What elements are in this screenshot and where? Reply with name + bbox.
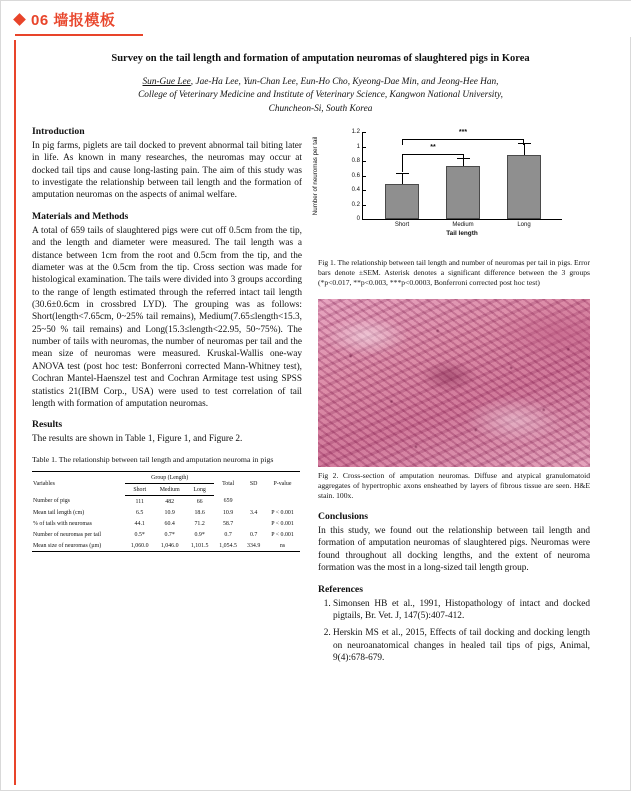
y-tick-1: 0.2	[352, 202, 363, 208]
introduction-text: In pig farms, piglets are tail docked to prevent abnormal tail biting later in life. As known in many researches, the neuromas may occur at docked tail tips and cause long-lasting pain. The aim of this study was to investigate the relationship between tail length and the formation of amputation neuromas on the aspects of animal welfare.	[32, 141, 302, 201]
cell-total: 10.9	[222, 509, 234, 516]
col-header-medium: Medium	[154, 484, 185, 496]
cell-short: 1,060.0	[125, 540, 153, 552]
cell-total: 0.7	[224, 531, 232, 538]
reference-text-1: Simonsen HB et al., 1991, Histopathology of intact and docked pigtails, Br. Vet. J, 147(5):407-412.	[333, 598, 590, 621]
col-header-group: Group (Length)	[125, 472, 213, 484]
cell-variable: Mean tail length (cm)	[33, 509, 85, 516]
cell-medium: 482	[165, 498, 175, 505]
cell-pvalue	[265, 496, 300, 508]
results-table	[32, 471, 300, 552]
cell-variable: Number of pigs	[33, 498, 70, 505]
cell-medium: 0.7*	[164, 531, 175, 538]
affiliation-line-1: College of Veterinary Medicine and Institute of Veterinary Science, Kangwon National University,	[138, 90, 503, 101]
reference-text-2: Herskin MS et al., 2015, Effects of tail docking and docking length on neuroanatomical changes in healed tail tips of pigs, Animal, 9(4):678-679.	[333, 628, 590, 663]
figure-1-caption: Fig 1. The relationship between tail length and number of neuromas per tail in pigs. Error bars denote ±SEM. Asterisk denotes a significant difference between the 3 groups (*p<0.017, **p<0.003, ***p<0.0003, Bonferroni corrected post hoc test)	[318, 258, 590, 288]
section-heading-results: Results	[32, 419, 63, 431]
header-title: 06 墙报模板	[31, 11, 116, 29]
errorbar-short	[402, 174, 403, 184]
cell-short: 111	[135, 498, 144, 505]
cell-variable: % of tails with neuromas	[33, 520, 92, 527]
col-header-variables: Variables	[32, 472, 125, 496]
affiliation-line-2: Chuncheon-Si, South Korea	[268, 103, 373, 114]
table-row	[32, 540, 300, 552]
first-author: Sun-Gue Lee	[142, 76, 191, 87]
cell-short: 6.5	[136, 509, 144, 516]
table-row	[32, 507, 300, 518]
cell-medium: 1,046.0	[154, 540, 185, 552]
figure-2-histology-image	[318, 299, 590, 467]
y-tick-6: 1.2	[352, 129, 363, 135]
table-row	[32, 529, 300, 540]
left-column	[32, 126, 302, 669]
chart-x-axis-label: Tail length	[446, 230, 478, 238]
sig-label-short-medium: **	[430, 144, 436, 152]
cell-long: 1,101.5	[185, 540, 213, 552]
y-tick-3: 0.6	[352, 173, 363, 179]
cell-total: 1,054.5	[214, 540, 242, 552]
reference-item	[333, 627, 590, 664]
conclusions-text: In this study, we found out the relationship between tail length and formation of amputation neuromas of slaughtered pigs. Neuromas were found throughout all docking lengths, and the extent of neuroma formation was the most in a long-sized tail length group.	[318, 526, 590, 574]
poster-content	[14, 40, 619, 785]
cell-pvalue: ns	[265, 540, 300, 552]
y-tick-0: 0	[357, 216, 363, 222]
sig-bracket-tick-right-1	[463, 154, 464, 160]
col-header-total: Total	[214, 472, 242, 496]
figure-2-caption: Fig 2. Cross-section of amputation neuromas. Diffuse and atypical granulomatoid aggregates of hypertrophic axons ensheathed by layers of fibrous tissue are seen. H&E stain. 100x.	[318, 470, 590, 500]
errorbar-long	[524, 144, 525, 155]
cell-pvalue: P < 0.001	[271, 509, 294, 516]
cell-sd: 3.4	[249, 509, 258, 516]
cell-variable: Number of neuromas per tail	[33, 531, 102, 538]
bar-medium	[446, 166, 480, 219]
sig-bracket-tick-left-2	[402, 139, 403, 145]
x-tick-medium: Medium	[452, 222, 474, 229]
table-caption: Table 1. The relationship between tail length and amputation neuroma in pigs	[32, 454, 274, 464]
section-heading-conclusions: Conclusions	[318, 511, 369, 523]
authors-rest: , Jae-Ha Lee, Yun-Chan Lee, Eun-Ho Cho, Kyeong-Dae Min, and Jeong-Hee Han,	[190, 76, 499, 87]
col-header-pvalue: P-value	[265, 472, 300, 496]
results-text: The results are shown in Table 1, Figure 1, and Figure 2.	[32, 434, 243, 445]
cell-short: 44.1	[134, 520, 145, 527]
cell-variable: Mean size of neuromas (µm)	[32, 540, 125, 552]
x-tick-short: Short	[394, 222, 410, 229]
cell-sd	[242, 518, 265, 529]
x-tick-long: Long	[517, 222, 531, 229]
table-row	[32, 518, 300, 529]
errorbar-cap-short	[396, 173, 409, 174]
header-underline	[15, 34, 143, 36]
authors-line	[32, 76, 609, 89]
slide-header	[1, 1, 631, 37]
cell-pvalue: P < 0.001	[271, 531, 294, 538]
right-column	[312, 126, 590, 669]
figure-1-chart	[312, 126, 590, 254]
y-tick-4: 0.8	[352, 158, 363, 164]
poster-title: Survey on the tail length and formation of amputation neuromas of slaughtered pigs in Korea	[111, 53, 530, 64]
cell-sd: 334.9	[242, 540, 265, 552]
section-heading-references: References	[318, 583, 364, 595]
cell-long: 0.9*	[194, 531, 205, 538]
bar-short	[385, 184, 419, 219]
section-heading-materials: Materials and Methods	[32, 210, 129, 222]
sig-label-short-long: ***	[458, 129, 468, 137]
cell-medium: 60.4	[164, 520, 175, 527]
chart-y-axis-label: Number of neuromas per tail	[312, 136, 319, 216]
y-tick-2: 0.4	[352, 187, 363, 193]
cell-medium: 10.9	[164, 509, 175, 516]
cell-sd: 0.7	[249, 531, 258, 538]
col-header-short: Short	[125, 484, 153, 496]
cell-long: 18.6	[194, 509, 205, 516]
reference-list	[318, 598, 590, 665]
poster-columns	[32, 126, 609, 669]
cell-total: 58.7	[222, 520, 234, 527]
reference-item	[333, 598, 590, 623]
sig-bracket-tick-right-2	[523, 139, 524, 145]
y-tick-5: 1	[357, 144, 363, 150]
col-header-sd: SD	[242, 472, 265, 496]
bar-long	[507, 155, 541, 219]
chart-plot-area	[351, 129, 562, 229]
sig-bracket-short-long	[402, 139, 524, 140]
sig-bracket-tick-left-1	[402, 154, 403, 172]
cell-short: 0.5*	[134, 531, 145, 538]
diamond-icon	[13, 13, 26, 26]
cell-pvalue: P < 0.001	[271, 520, 294, 527]
sig-bracket-short-medium	[402, 154, 464, 155]
cell-long: 71.2	[194, 520, 205, 527]
section-heading-introduction: Introduction	[32, 126, 85, 138]
cell-total: 659	[223, 498, 233, 505]
errorbar-medium	[463, 159, 464, 166]
errorbar-cap-long	[518, 143, 531, 144]
table-row	[32, 496, 300, 508]
author-block	[32, 76, 609, 116]
cell-sd	[242, 496, 265, 508]
materials-text: A total of 659 tails of slaughtered pigs were cut off 0.5cm from the tip, and the length and diameter were measured. The tail length was a distance between 1cm from the root and 0.5cm from the tip, and the diameter was at the 0.5cm from the tip. Cross section was made for histological examination. The tails were divided into 3 groups according to the range of length estimated through the referred intact tail length (30.6±0.6cm in crossbred LYD). The grouping was as follows: Short(length<7.65cm, 0~25% tail remains), Medium(7.65≤length<15.3, 25~50 % tail remains) and Long(15.3≤length<22.95, 50~75%). The number of tails with neuromas, the number of neuromas per tail and the mean size of neuromas were measured. Kruskal-Wallis one-way ANOVA test (post hoc test: Bonferroni corrected Mann-Whitney test), Cochran Mantel-Haenszel test and Cochran Armitage test using SPSS statistics 21(IBM Corp., USA) were used to test correlation of tail length with formation of amputation neuromas.	[32, 225, 302, 409]
cell-long: 66	[196, 498, 203, 505]
col-header-long: Long	[185, 484, 213, 496]
